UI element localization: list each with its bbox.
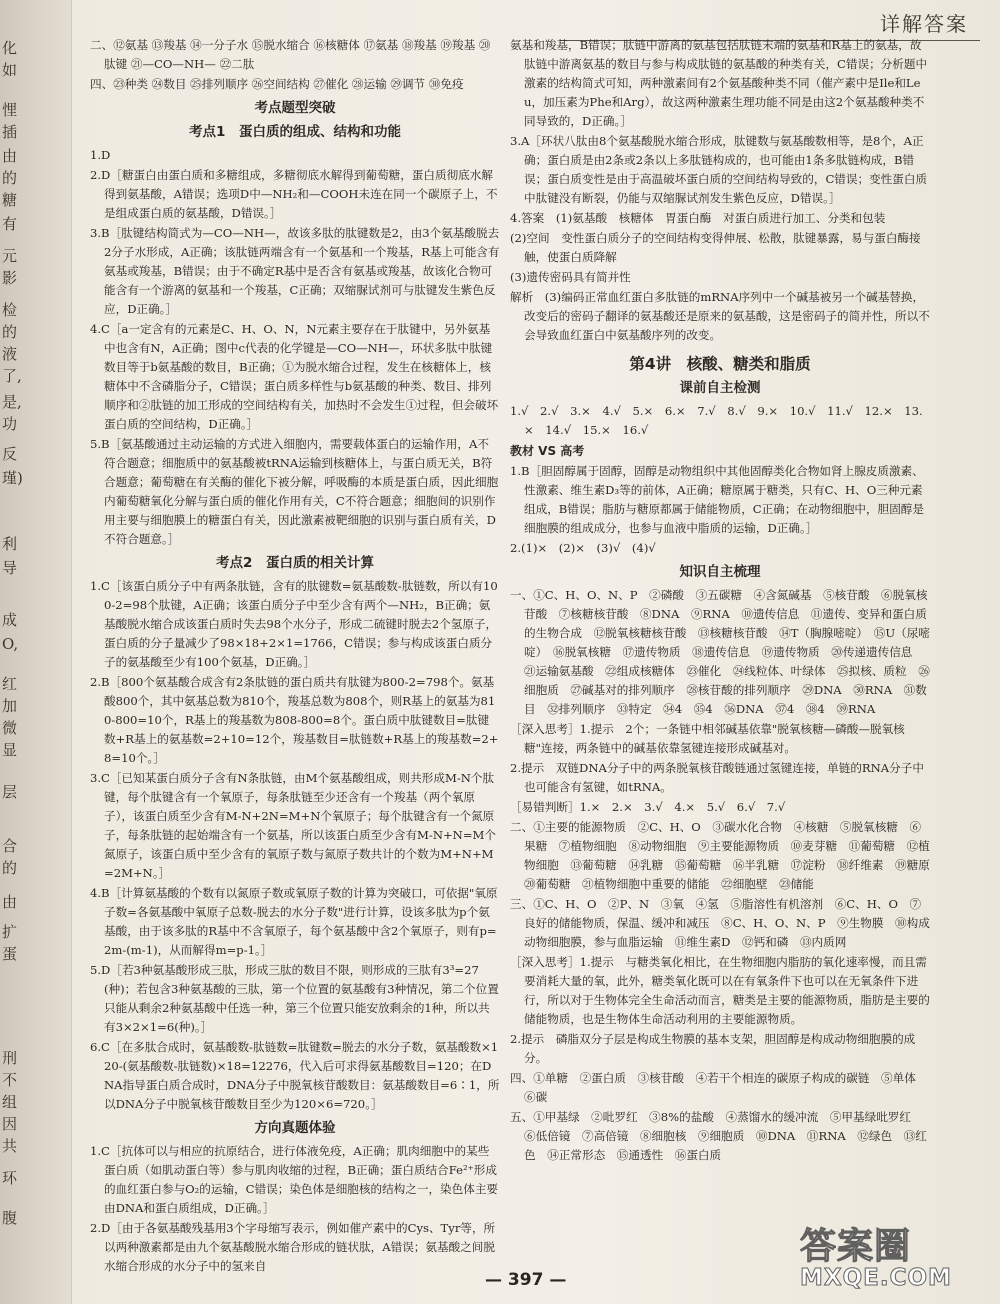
watermark-url: MXQE.COM: [800, 1265, 952, 1291]
left-section-heading: 考点1 蛋白质的组成、结构和功能: [189, 124, 401, 140]
page-number: — 397 —: [485, 1270, 567, 1290]
right-answer-paragraph: ［深入思考］1.提示 2个；一条链中相邻碱基依靠"脱氧核糖—磷酸—脱氧核糖"连接，两条链中的碱基依靠氢键连接形成碱基对。: [510, 722, 905, 755]
margin-text-fragment: 功: [2, 415, 18, 433]
margin-text-fragment: 共: [2, 1137, 18, 1155]
right-section-heading: 知识自主梳理: [679, 564, 761, 580]
left-answer-paragraph: 2.D［由于各氨基酸残基用3个字母缩写表示，例如催产素中的Cys、Tyr等，所以两种激素都是由九个氨基酸脱水缩合形成的链状肽，A错误；氨基酸之间脱水缩合形成的水分子中的氢来自: [90, 1221, 496, 1273]
margin-text-fragment: 插: [2, 123, 18, 141]
right-answer-paragraph: 2.(1)× (2)× (3)√ (4)√: [510, 541, 656, 555]
right-answer-paragraph: ［深入思考］1.提示 与糖类氧化相比，在生物细胞内脂肪的氧化速率慢，而且需要消耗大量的氧，此外，糖类氧化既可以在有氧条件下也可以在无氧条件下进行，所以对于生物体完全生命活动而言，糖类是主要的能源物质，脂肪是主要的储能物质，也是生物体生命活动利用的主要能源物质。: [510, 955, 930, 1026]
margin-text-fragment: 元: [2, 247, 18, 265]
left-answer-paragraph: 2.D［糖蛋白由蛋白质和多糖组成，多糖彻底水解得到葡萄糖，蛋白质彻底水解得到氨基酸，A错误；选项D中—NH₂和—COOH未连在同一个碳原子上，不是组成蛋白质的氨基酸，D错误。］: [90, 168, 498, 220]
right-answer-paragraph: 1.√ 2.√ 3.× 4.√ 5.× 6.× 7.√ 8.√ 9.× 10.√ 11.√ 12.× 13.× 14.√ 15.× 16.√: [510, 404, 923, 437]
margin-text-fragment: 瑾): [2, 469, 23, 487]
margin-text-fragment: 扩: [2, 923, 18, 941]
left-answer-paragraph: 2.B［800个氨基酸合成含有2条肽链的蛋白质共有肽键为800-2=798个。氨基酸800个，其中氨基总数为810个，羧基总数为808个，则R基上的氨基为810-800=10个，R基上的羧基数为808-800=8个。蛋白质中肽键数目=肽键数+R基上的氨基数=2+10=12个，羧基数目=肽链数+R基上的羧基数=2+8=10个。］: [90, 675, 499, 765]
margin-text-fragment: 合: [2, 837, 18, 855]
right-subsection-label: 教材 VS 高考: [510, 444, 585, 458]
right-answer-paragraph: (3)遗传密码具有简并性: [510, 270, 631, 284]
left-answer-paragraph: 5.D［若3种氨基酸形成三肽，形成三肽的数目不限，则形成的三肽有3³=27(种)；若包含3种氨基酸的三肽，第一个位置的氨基酸有3种情况，第二个位置只能从剩余2种氨基酸中任选一种，第三个位置只能安放剩余的1种，所以共有3×2×1=6(种)。］: [90, 963, 499, 1034]
margin-text-fragment: 组: [2, 1093, 18, 1111]
margin-text-fragment: 的: [2, 859, 18, 877]
margin-text-fragment: 刑: [2, 1049, 18, 1067]
margin-text-fragment: 糖: [2, 191, 18, 209]
right-answer-paragraph: 2.提示 双链DNA分子中的两条脱氧核苷酸链通过氢键连接，单链的RNA分子中也可能含有氢键，如tRNA。: [510, 761, 924, 794]
right-answer-paragraph: 一、①C、H、O、N、P ②磷酸 ③五碳糖 ④含氮碱基 ⑤核苷酸 ⑥脱氧核苷酸 ⑦核糖核苷酸 ⑧DNA ⑨RNA ⑩遗传信息 ⑪遗传、变异和蛋白质的生物合成 ⑫脱氧核糖核苷酸 ⑬核糖核苷酸 ⑭T（胸腺嘧啶） ⑮U（尿嘧啶） ⑯脱氧核糖 ⑰遗传物质 ⑱遗传信息 ⑲遗传物质 ⑳传递遗传信息 ㉑运输氨基酸 ㉒组成核糖体 ㉓催化 ㉔线粒体、叶绿体 ㉕拟核、质粒 ㉖细胞质 ㉗碱基对的排列顺序 ㉘核苷酸的排列顺序 ㉙DNA ㉚RNA ㉛数目 ㉜排列顺序 ㉝特定 ㉞4 ㉟4 ㊱DNA ㊲4 ㊳4 ㊴RNA: [510, 588, 930, 716]
right-answer-paragraph: 二、①主要的能源物质 ②C、H、O ③碳水化合物 ④核糖 ⑤脱氧核糖 ⑥果糖 ⑦植物细胞 ⑧动物细胞 ⑨主要能源物质 ⑩麦芽糖 ⑪葡萄糖 ⑫植物细胞 ⑬葡萄糖 ⑭乳糖 ⑮葡萄糖 ⑯半乳糖 ⑰淀粉 ⑱纤维素 ⑲糖原 ⑳葡萄糖 ㉑植物细胞中重要的储能 ㉒细胞壁 ㉓储能: [510, 820, 942, 891]
left-column: [90, 36, 500, 1277]
right-lecture-title: 第4讲 核酸、糖类和脂质: [629, 355, 811, 373]
margin-text-fragment: 反: [2, 445, 18, 463]
margin-text-fragment: 影: [2, 269, 18, 287]
right-answer-paragraph: 4.答案 (1)氨基酸 核糖体 胃蛋白酶 对蛋白质进行加工、分类和包装: [510, 211, 886, 225]
margin-text-fragment: 导: [2, 559, 18, 577]
margin-text-fragment: 利: [2, 535, 18, 553]
watermark-logo-text: 答案圈: [800, 1226, 912, 1267]
margin-text-fragment: 层: [2, 783, 18, 801]
left-answer-paragraph: 3.B［肽键结构简式为—CO—NH—，故该多肽的肽键数是2，由3个氨基酸脱去2分子水形成，A正确；该肽链两端含有一个氨基和一个羧基，R基上可能含有氨基或羧基，B错误；由于不确定R基中是否含有氨基或羧基，故该化合物可能含有一个游离的氨基和一个羧基，C正确；双缩脲试剂可与肽键发生紫色反应，D正确。］: [90, 226, 500, 316]
left-answer-paragraph: 四、㉓种类 ㉔数目 ㉕排列顺序 ㉖空间结构 ㉗催化 ㉘运输 ㉙调节 ㉚免疫: [90, 77, 464, 91]
margin-text-fragment: 由: [2, 893, 18, 911]
right-answer-paragraph: 3.A［环状八肽由8个氨基酸脱水缩合形成，肽键数与氨基酸数相等，是8个，A正确；蛋白质是由2条或2条以上多肽链构成的，也可能由1条多肽链构成，B错误；蛋白质变性是由于高温破坏蛋白质的空间结构导致的，C错误；变性蛋白质中肽键没有断裂，仍能与双缩脲试剂发生紫色反应，D错误。］: [510, 134, 928, 205]
left-answer-paragraph: 5.B［氨基酸通过主动运输的方式进入细胞内，需要载体蛋白的运输作用，A不符合题意；细胞质中的氨基酸被tRNA运输到核糖体上，与蛋白质无关，B符合题意；葡萄糖在有关酶的催化下被分解，呼吸酶的本质是蛋白质，因此细胞内葡萄糖氧化分解与蛋白质的催化作用有关，C不符合题意；细胞间的识别作用主要与细胞膜上的糖蛋白有关，因此激素被靶细胞的识别与蛋白质有关，D不符合题意。］: [90, 437, 499, 546]
margin-text-fragment: 微: [2, 719, 18, 737]
right-answer-paragraph: 氨基和羧基，B错误；肽链中游离的氨基包括肽链末端的氨基和R基上的氨基，故肽链中游离氨基的数目与参与构成肽链的氨基酸的种类有关，C错误；分析题中激素的结构简式可知，两种激素间有2个氨基酸种类不同（催产素中是Ile和Leu，加压素为Phe和Arg），故这两种激素生理功能不同是由这2个氨基酸种类不同导致的，D正确。］: [510, 38, 928, 128]
margin-text-fragment: 如: [2, 61, 18, 79]
right-column: [510, 36, 942, 1166]
left-answer-paragraph: 3.C［已知某蛋白质分子含有N条肽链，由M个氨基酸组成，则共形成M-N个肽键，每个肽键含有一个氧原子，每条肽链至少还含有一个羧基（两个氧原子），该蛋白质至少含有M-N+2N=M+N个氧原子；每个肽键含有一个氮原子，每条肽链的起始端含有一个氨基，所以该蛋白质至少含有M-N+N=M个氮原子，该蛋白质中至少含有的氧原子数与氮原子数共计的个数为M+N+M=2M+N。］: [90, 771, 497, 880]
left-answer-paragraph: 1.C［该蛋白质分子中有两条肽链，含有的肽键数=氨基酸数-肽链数，所以有100-2=98个肽键，A正确；该蛋白质分子中至少含有两个—NH₂，B正确；氨基酸脱水缩合成该蛋白质时失去98个水分子，形成二硫键时脱去2个氢原子，蛋白质的分子量减少了98×18+2×1=1766，C错误；参与构成该蛋白质分子的氨基酸至少有100个氨基，D正确。］: [90, 579, 498, 669]
left-answer-paragraph: 1.D: [90, 148, 111, 162]
left-answer-paragraph: 1.C［抗体可以与相应的抗原结合，进行体液免疫，A正确；肌肉细胞中的某些蛋白质（如肌动蛋白等）参与肌肉收缩的过程，B正确；蛋白质结合Fe²⁺形成的血红蛋白参与O₂的运输，C错误；染色体是细胞核的结构之一，染色体主要由DNA和蛋白质组成，D正确。］: [90, 1144, 499, 1215]
left-answer-paragraph: 6.C［在多肽合成时，氨基酸数-肽链数=肽键数=脱去的水分子数，氨基酸数×120-(氨基酸数-肽链数)×18=12276，代入后可求得氨基酸数目=120；在DNA指导蛋白质合成时，DNA分子中脱氧核苷酸数目：氨基酸数目=6∶1，所以DNA分子中脱氧核苷酸数目至少为120×6=720。］: [90, 1040, 500, 1111]
margin-text-fragment: 液: [2, 345, 18, 363]
right-answer-paragraph: 三、①C、H、O ②P、N ③氧 ④氢 ⑤脂溶性有机溶剂 ⑥C、H、O ⑦良好的储能物质，保温、缓冲和减压 ⑧C、H、O、N、P ⑨生物膜 ⑩构成动物细胞膜，参与血脂运输 ⑪维生素D ⑫钙和磷 ⑬内质网: [510, 897, 930, 949]
margin-text-fragment: 红: [2, 675, 18, 693]
left-answer-paragraph: 4.C［a一定含有的元素是C、H、O、N，N元素主要存在于肽键中，另外氨基中也含有N，A正确；图中c代表的化学键是—CO—NH—，环状多肽中肽键数目等于b氨基酸的数目，B正确；①为脱水缩合过程，发生在核糖体上，核糖体中不含磷脂分子，C错误；蛋白质多样性与b氨基酸的种类、数目、排列顺序和②肽链的加工形成的空间结构有关，加热时不会发生①过程，但会破坏蛋白质的空间结构，D正确。］: [90, 322, 499, 431]
margin-text-fragment: 化: [2, 39, 18, 57]
watermark-logo: [800, 1218, 985, 1300]
right-answer-paragraph: 四、①单糖 ②蛋白质 ③核苷酸 ④若干个相连的碳原子构成的碳链 ⑤单体 ⑥碳: [510, 1071, 928, 1104]
margin-text-fragment: 有: [2, 215, 18, 233]
margin-text-fragment: 悝: [2, 101, 18, 119]
margin-text-fragment: 检: [2, 301, 18, 319]
margin-text-fragment: 环: [2, 1169, 18, 1187]
left-section-heading: 考点2 蛋白质的相关计算: [216, 555, 374, 571]
margin-text-fragment: O,: [2, 635, 19, 653]
margin-text-fragment: 蛋: [2, 945, 18, 963]
margin-text-fragment: 的: [2, 323, 18, 341]
left-section-heading: 考点题型突破: [254, 100, 336, 116]
right-answer-paragraph: ［易错判断］1.× 2.× 3.√ 4.× 5.√ 6.√ 7.√: [510, 800, 786, 814]
right-answer-paragraph: 解析 (3)编码正常血红蛋白多肽链的mRNA序列中一个碱基被另一个碱基替换，改变后的密码子翻译的氨基酸还是原来的氨基酸，这是密码子的简并性，所以不会导致血红蛋白中氨基酸序列的改变。: [510, 290, 930, 342]
right-answer-paragraph: (2)空间 变性蛋白质分子的空间结构变得伸展、松散，肽键暴露，易与蛋白酶接触，使蛋白质降解: [510, 231, 921, 264]
margin-text-fragment: 腹: [2, 1209, 18, 1227]
margin-text-fragment: 了,: [2, 367, 22, 385]
page-header: 详解答案: [880, 12, 968, 36]
left-answer-paragraph: 二、⑫氨基 ⑬羧基 ⑭一分子水 ⑮脱水缩合 ⑯核糖体 ⑰氨基 ⑱羧基 ⑲羧基 ⑳肽键 ㉑—CO—NH— ㉒二肽: [90, 38, 491, 71]
right-answer-paragraph: 2.提示 磷脂双分子层是构成生物膜的基本支架，胆固醇是构成动物细胞膜的成分。: [510, 1032, 916, 1065]
right-answer-paragraph: 五、①甲基绿 ②吡罗红 ③8%的盐酸 ④蒸馏水的缓冲流 ⑤甲基绿吡罗红 ⑥低倍镜 ⑦高倍镜 ⑧细胞核 ⑨细胞质 ⑩DNA ⑪RNA ⑫绿色 ⑬红色 ⑭正常形态 ⑮通透性 ⑯蛋白质: [510, 1110, 927, 1162]
right-section-heading: 课前自主检测: [679, 380, 761, 396]
left-answer-paragraph: 4.B［计算氨基酸的个数有以氮原子数或氧原子数的计算为突破口，可依据"氧原子数=各氨基酸中氧原子总数-脱去的水分子数"进行计算，设该多肽为p个氨基酸，由于该多肽的R基中不含氧原子，每个氨基酸中含2个氧原子，则有p=2m-(m-1)，从而解得m=p-1。］: [90, 886, 498, 957]
left-section-heading: 方向真题体验: [254, 1120, 336, 1136]
right-answer-paragraph: 1.B［胆固醇属于固醇，固醇是动物组织中其他固醇类化合物如肾上腺皮质激素、性激素、维生素D₃等的前体，A正确；糖原属于糖类，只有C、H、O三种元素组成，B错误；脂肪与糖原都属于储能物质，C正确；在动物细胞中，胆固醇是细胞膜的组成成分，也参与血液中脂质的运输，D正确。］: [510, 464, 924, 535]
margin-text-fragment: 因: [2, 1115, 18, 1133]
margin-text-fragment: 不: [2, 1071, 18, 1089]
adjacent-page-edge: [0, 0, 72, 1304]
margin-text-fragment: 是,: [2, 393, 22, 411]
margin-text-fragment: 的: [2, 169, 18, 187]
margin-text-fragment: 由: [2, 147, 18, 165]
margin-text-fragment: 加: [2, 697, 18, 715]
margin-text-fragment: 显: [2, 741, 18, 759]
margin-text-fragment: 成: [2, 611, 18, 629]
